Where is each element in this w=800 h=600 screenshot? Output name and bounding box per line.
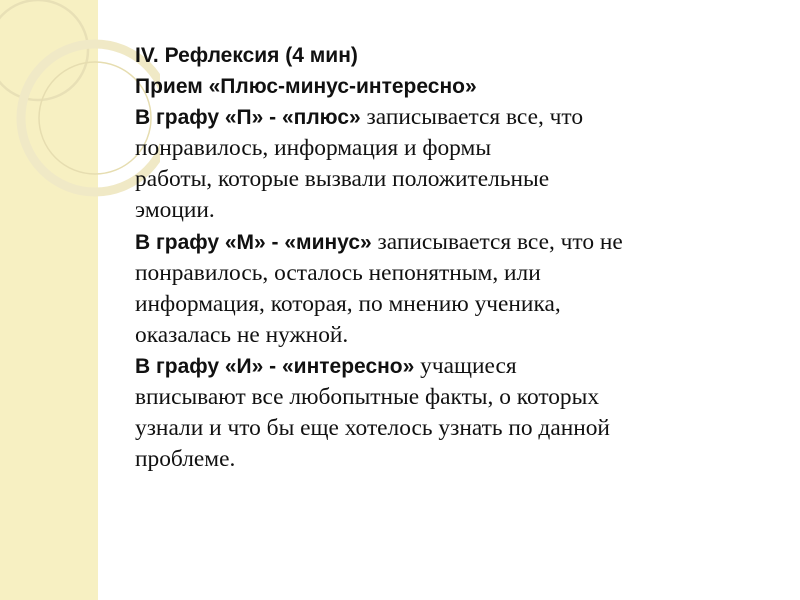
text-line-1: IV. Рефлексия (4 мин) [135,44,358,67]
text-line-4: понравилось, информация и формы [135,135,492,162]
slide-text [135,40,780,475]
text-line-10: оказалась не нужной. [135,321,349,348]
text-line-7: В графу «М» - «минус» записывается все, что не [135,228,623,255]
text-line-12: вписывают все любопытные факты, о которых [135,384,600,411]
text-line-13: узнали и что бы еще хотелось узнать по данной [135,415,610,442]
text-line-9: информация, которая, по мнению ученика, [135,290,561,317]
text-line-14: проблеме. [135,446,236,473]
text-line-3: В графу «П» - «плюс» записывается все, что [135,104,584,131]
text-line-6: эмоции. [135,197,215,224]
text-line-5: работы, которые вызвали положительные [135,166,550,193]
text-line-8: понравилось, осталось непонятным, или [135,259,541,286]
text-line-11: В графу «И» - «интересно» учащиеся [135,352,517,379]
text-line-2: Прием «Плюс-минус-интересно» [135,75,477,99]
